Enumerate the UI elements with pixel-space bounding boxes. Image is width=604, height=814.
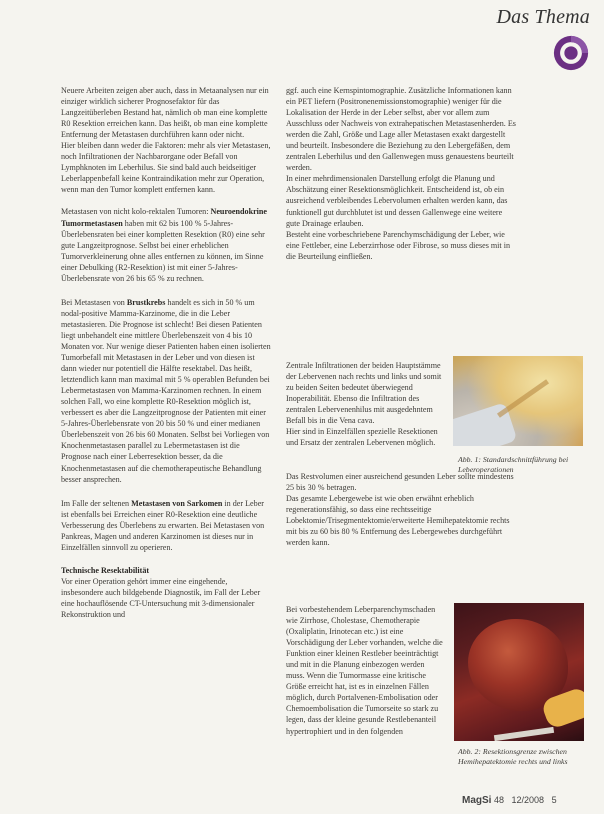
column-left — [61, 85, 271, 620]
circle-logo-icon — [552, 34, 590, 72]
paragraph: Besteht eine vorbeschriebene Parenchymschädigung der Leber, wie eine Fettleber, eine Leberzirrhose oder Fibrose, so muss dieses mit in die Beurteilung einfließen. — [286, 229, 510, 261]
paragraph: ggf. auch eine Kernspintomographie. Zusätzliche Informationen kann ein PET liefern (Positronenemissionstomographie) weniger für die Lokalisation der Herde in der Leber selbst, aber vor allem zum Ausschluss oder Nachweis von extrahepatischen Metastasenherden. Es werden die Zahl, Größe und Lage aller Metastasen exakt dargestellt und beurteilt. Insbesondere die Beziehung zu den Lebergefäßen, dem zentralen Leberhilus und den Gallenwegen muss genauestens beurteilt werden. — [286, 86, 516, 173]
section-heading: Technische Resektabilität — [61, 565, 150, 575]
paragraph: In einer mehrdimensionalen Darstellung erfolgt die Planung und Abschätzung einer Resektionsmöglichkeit. Entscheidend ist, ob ein ausreichend verbleibendes Lebervolumen erhalten werden kann, das funktionell gut durchblutet ist und dessen Gallenwege eine weitere gute Drainage erlauben. — [286, 174, 508, 228]
paragraph: Das Restvolumen einer ausreichend gesunden Leber sollte mindestens 25 bis 30 % betragen. — [286, 472, 514, 493]
paragraph: Bei vorbestehendem Leberparenchymschaden wie Zirrhose, Cholestase, Chemotherapie (Oxaliplatin, Irinotecan etc.) ist eine Vorschädigung der Leber vorhanden, welche die Funktion einer kleinen Restleber beeinträchtigt und mit in die Planung einbezogen werden muss. Wenn die Tumormasse eine kritische Größe erreicht hat, ist es in einzelnen Fällen möglich, durch Portalvenen-Embolisation oder Chemoembolisation die Tumorseite so stark zu legen, dass der kleine gesunde Restlebenanteil hypertrophiert und in den folgenden — [286, 605, 443, 736]
paragraph: Bei Metastasen von Brustkrebs handelt es sich in 50 % um nodal-positive Mamma-Karzinome, die in die Leber metastasieren. Die Prognose ist schlecht! Bei diesen Patienten liegt unbehandelt eine mittlere Überlebenszeit von 4 bis 10 Monaten vor. Nur wenige dieser Patienten haben einen isolierten Tumorbefall mit Metastasen in der Leber und von diesen ist dann wieder nur potentiell die Hälfte resektabel. Das heißt, letztendlich kann man maximal mit 5 % operablen Befunden bei Lebermetastasen von Mamma-Karzinomen rechnen. In einem solchen Fall, wo eine komplette R0-Resektion möglich ist, verbessert es aber die Langzeitprognose der Patienten mit einer 5-Jahres-Überlebensrate von 20 bis 50 % und einer medianen Überlebenszeit von 26 bis 60 Monaten. Selbst bei Vorliegen von Knochenmetastasen parallel zu Lebermetastasen ist die Prognose nach einer Leberresektion besser, da die Knochenmetastasen auf die chemotherapeutische Behandlung besser ansprechen. — [61, 297, 271, 484]
paragraph: Neuere Arbeiten zeigen aber auch, dass in Metaanalysen nur ein einziger wirklich sicherer Prognosefaktor für das Langzeitüberleben Bestand hat, nämlich ob man eine komplette R0 Resektion erreichen kann. Das heißt, ob man eine komplette Entfernung der Metastasen durchführen kann oder nicht. — [61, 86, 269, 140]
paragraph: Das gesamte Lebergewebe ist wie oben erwähnt erheblich regenerationsfähig, so dass eine rechtsseitige Lobektomie/Trisegmentektomie/erweiterte Hemihepatektomie rechts mit bis zu 60 bis 80 % Entfernung des Lebergewebes durchgeführt werden kann. — [286, 494, 510, 548]
liver-resection-photo — [454, 603, 584, 741]
magazine-name: MagSi — [462, 795, 492, 806]
paragraph: Zentrale Infiltrationen der beiden Hauptstämme der Lebervenen nach rechts und links und somit zu beiden Seiten bedeutet überwiegend Inoperabilität. Ebenso die Infiltration des zentralen Lebervenenhilus mit ausgedehntem Befall bis in die Vena cava. — [286, 361, 442, 426]
paragraph: Metastasen von nicht kolo-rektalen Tumoren: Neuroendokrine Tumormetastasen haben mit 62 bis 100 % 5-Jahres-Überlebensraten bei einer kompletten Resektion (R0) eine sehr gute Langzeitprognose. Selbst bei einer erheblichen Tumorverkleinerung ohne alles entfernen zu können, im Sinne einer Debulking (R2-Resektion) ist mit einer 5-Jahres-Überlebensrate von 26 bis 65 % zu rechnen. — [61, 207, 268, 283]
issue-number: 48 — [493, 795, 504, 805]
figure-caption: Abb. 1: Standardschnittführung bei Leberoperationen — [458, 455, 569, 474]
paragraph: Hier sind in Einzelfällen spezielle Resektionen und Ersatz der zentralen Lebervenen möglich. — [286, 427, 438, 448]
paragraph: Im Falle der seltenen Metastasen von Sarkomen in der Leber ist ebenfalls bei Erreichen einer R0-Resektion eine deutliche Verbesserung des Überlebens zu erwarten. Bei Metastasen von Pankreas, Magen und anderen Karzinomen ist dieses nur in Einzelfällen sinnvoll zu operieren. — [61, 498, 265, 552]
column-right-top — [286, 85, 518, 262]
column-right-middle — [286, 360, 444, 448]
page-footer — [462, 795, 557, 806]
section-title: Das Thema — [496, 6, 590, 28]
issue-date: 12/2008 — [511, 795, 545, 805]
column-right-wide — [286, 471, 518, 548]
incision-photo — [453, 356, 583, 446]
paragraph: Hier bleiben dann weder die Faktoren: mehr als vier Metastasen, noch Infiltrationen der Nachbarorgane oder Befall von Lymphknoten im Leberhilus. Sie sind bald auch beidseitiger Leberlappenbefall keine Kontraindikation mehr zur Operation, wenn man den Tumor komplett entfernen kann. — [61, 141, 271, 195]
paragraph: Vor einer Operation gehört immer eine eingehende, insbesondere auch bildgebende Diagnostik, im Fall der Leber eine hochauflösende CT-Untersuchung mit 3-dimensionaler Rekonstruktion und — [61, 576, 261, 620]
figure-caption: Abb. 2: Resektionsgrenze zwischen Hemihepatektomie rechts und links — [458, 747, 568, 766]
column-right-bottom — [286, 604, 444, 737]
page-number: 5 — [551, 795, 557, 805]
